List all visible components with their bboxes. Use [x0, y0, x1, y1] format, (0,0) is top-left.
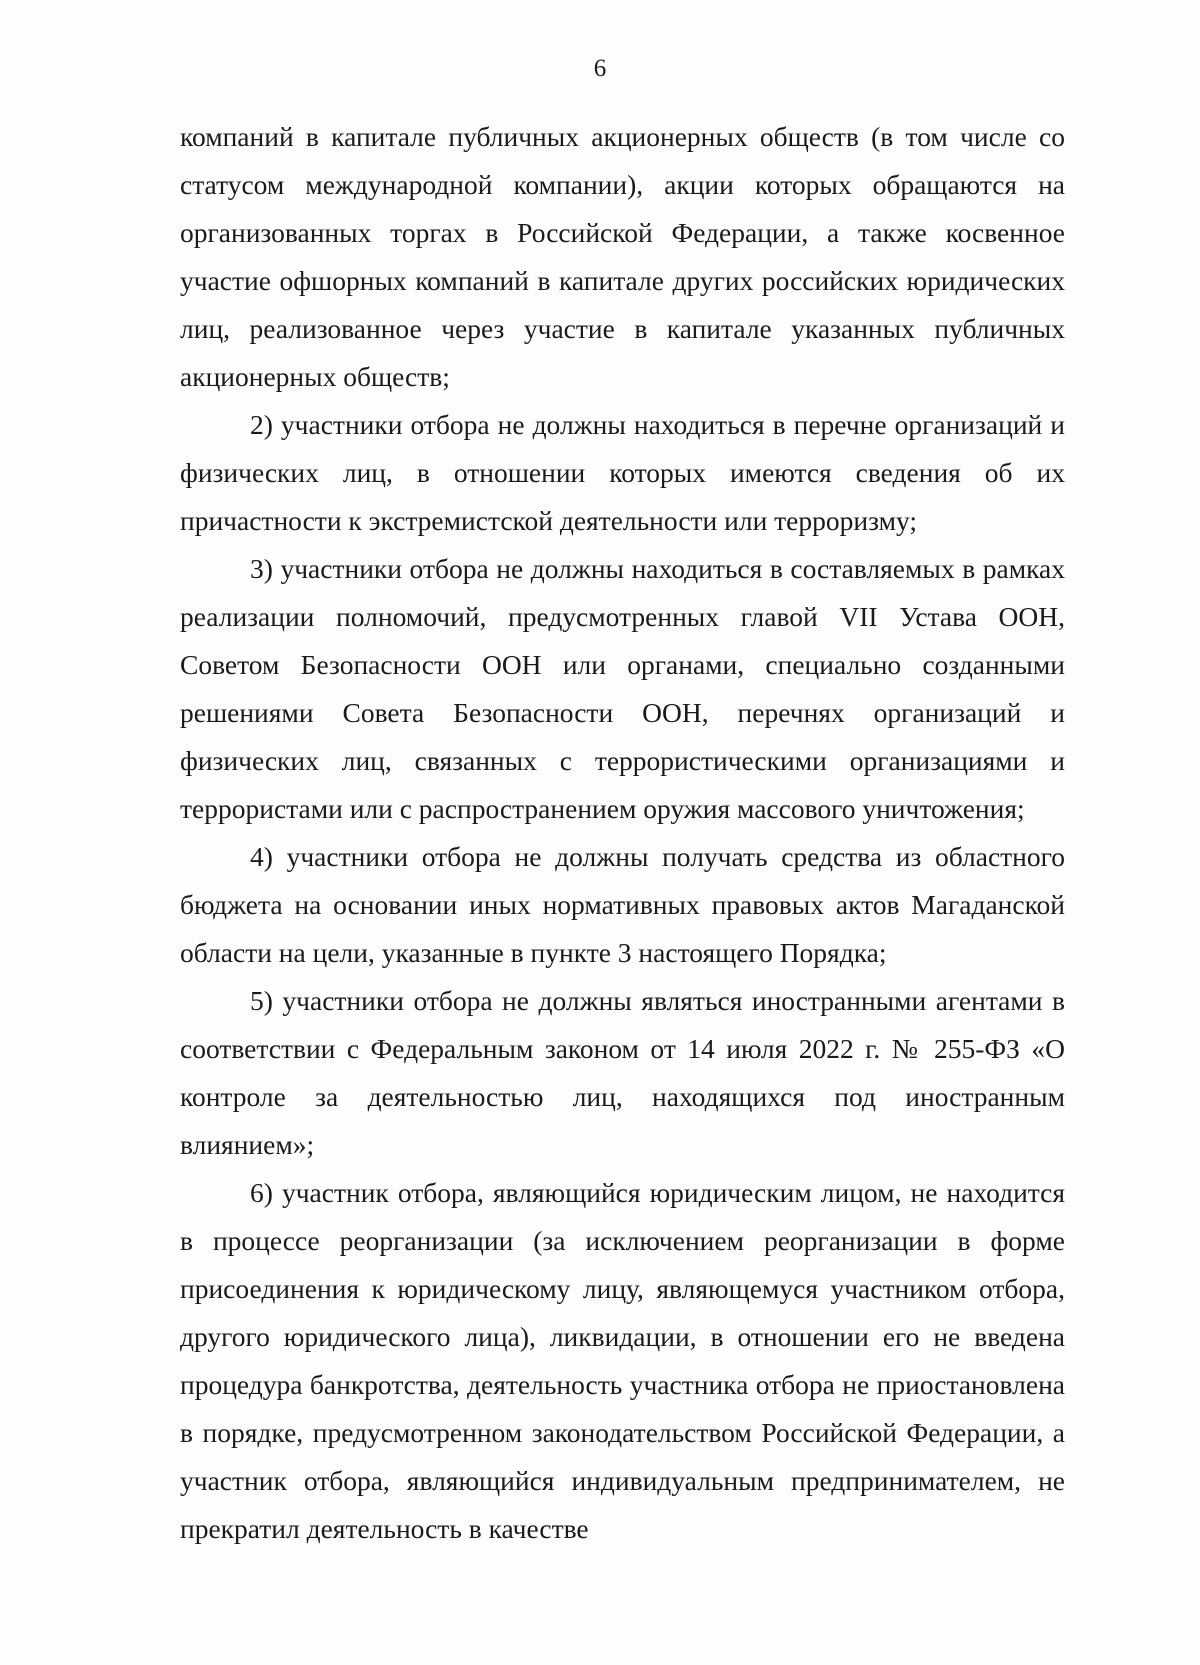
paragraph-item-5: 5) участники отбора не должны являться иностранными агентами в соответствии с Федеральным законом от 14 июля 2022 г. № 255-ФЗ «О контроле за деятельностью лиц, находящихся под иностранным влиянием»; — [180, 985, 1065, 1160]
paragraph-item-6: 6) участник отбора, являющийся юридическим лицом, не находится в процессе реорганизации (за исключением реорганизации в форме присоединения к юридическому лицу, являющемуся участником отбора, другого юридического лица), ликвидации, в отношении его не введена процедура банкротства, деятельность участника отбора не приостановлена в порядке, предусмотренном законодательством Российской Федерации, а участник отбора, являющийся индивидуальным предпринимателем, не прекратил деятельность в качестве — [180, 1177, 1065, 1544]
paragraph-continuation: компаний в капитале публичных акционерных обществ (в том числе со статусом международной компании), акции которых обращаются на организованных торгах в Российской Федерации, а также косвенное участие офшорных компаний в капитале других российских юридических лиц, реализованное через участие в капитале указанных публичных акционерных обществ; — [180, 121, 1065, 392]
paragraph-item-2: 2) участники отбора не должны находиться в перечне организаций и физических лиц, в отношении которых имеются сведения об их причастности к экстремистской деятельности или терроризму; — [180, 409, 1065, 536]
paragraph-item-3: 3) участники отбора не должны находиться в составляемых в рамках реализации полномочий, предусмотренных главой VII Устава ООН, Советом Безопасности ООН или органами, специально созданными решениями Совета Безопасности ООН, перечнях организаций и физических лиц, связанных с террористическими организациями и террористами или с распространением оружия массового уничтожения; — [180, 553, 1065, 824]
page-number: 6 — [593, 55, 607, 82]
paragraph-item-4: 4) участники отбора не должны получать средства из областного бюджета на основании иных нормативных правовых актов Магаданской области на цели, указанные в пункте 3 настоящего Порядка; — [180, 841, 1065, 968]
document-body — [180, 113, 1065, 1553]
